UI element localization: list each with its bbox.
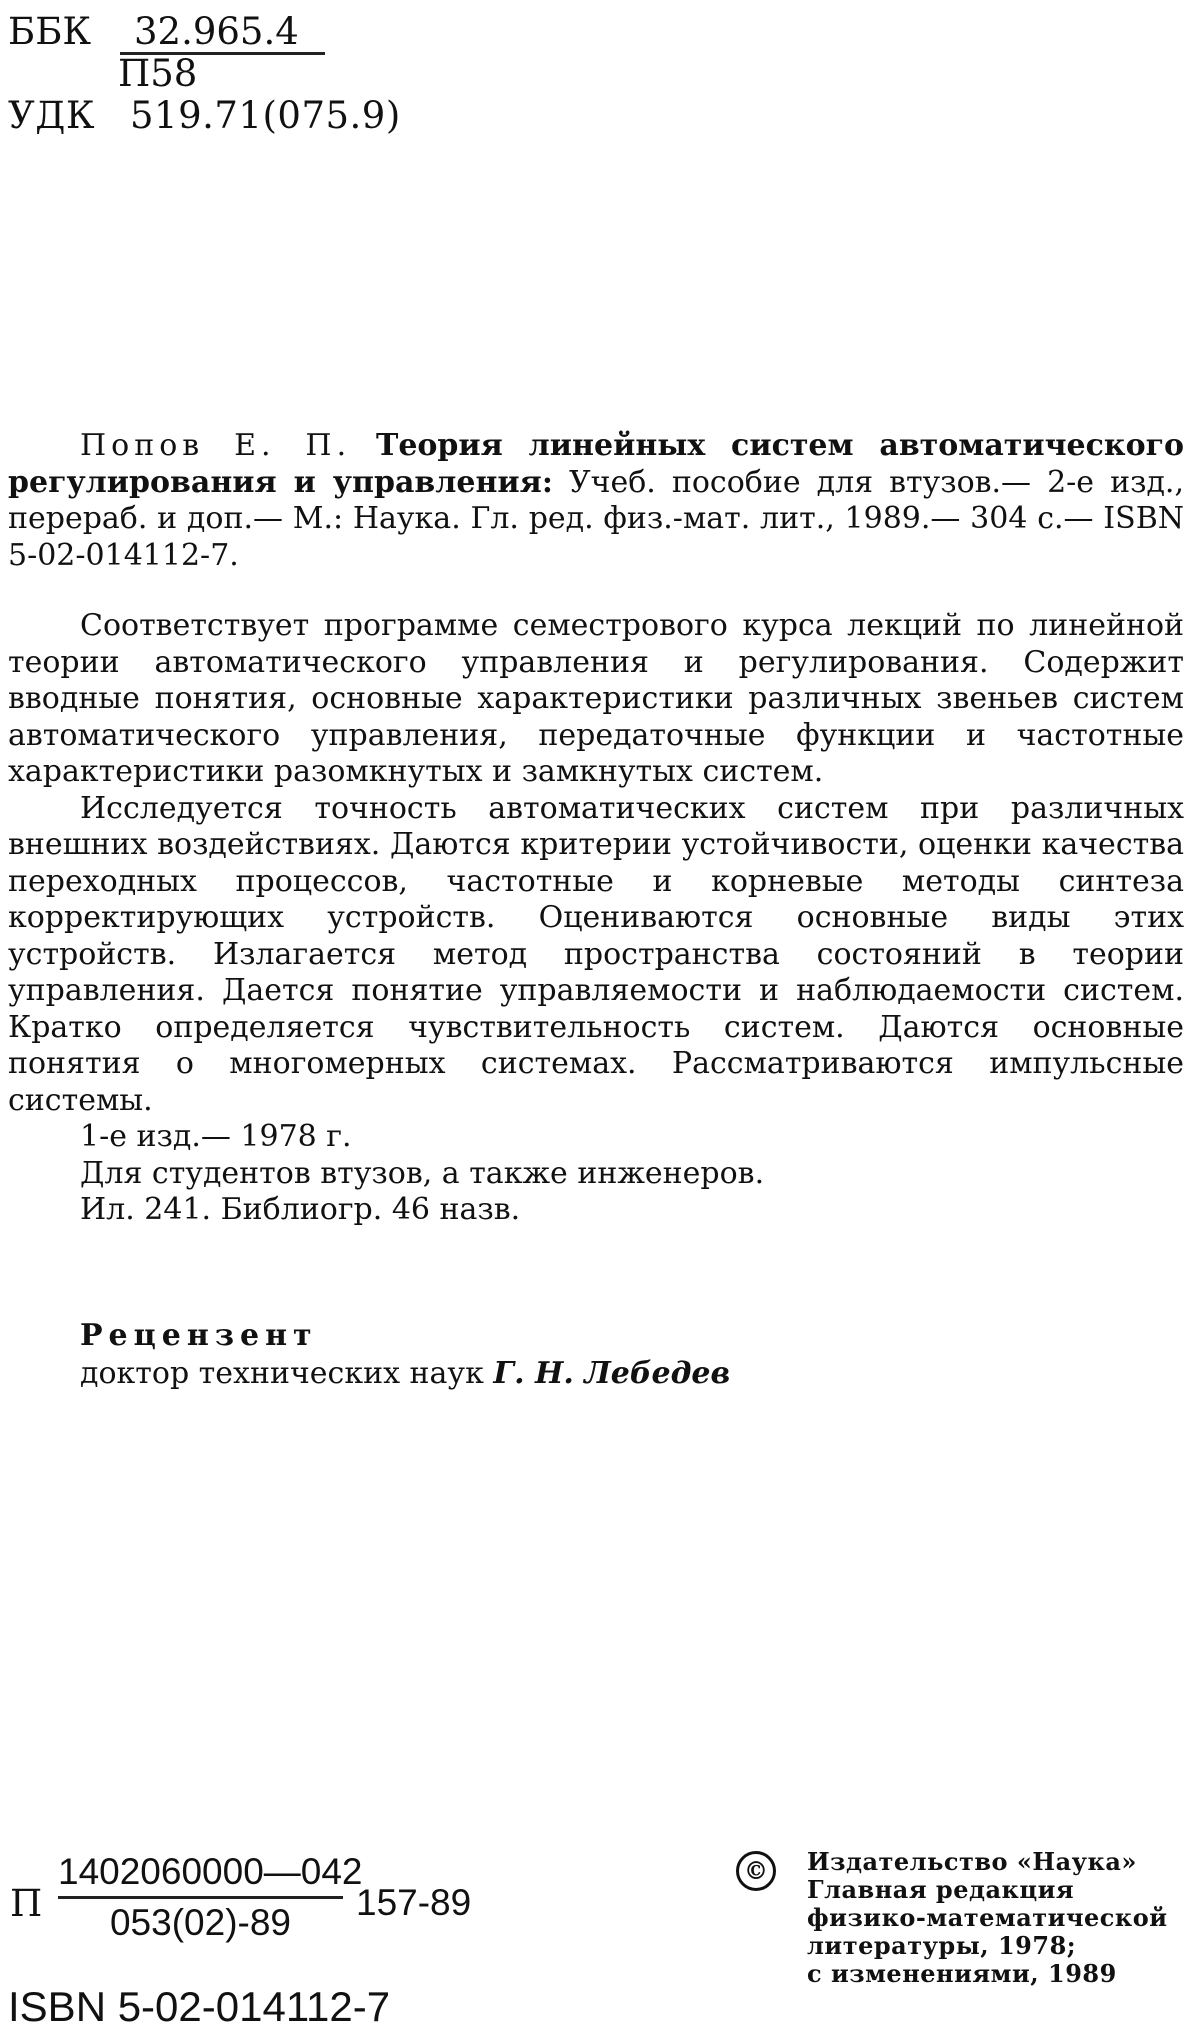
copyright-line: Главная редакция	[807, 1875, 1075, 1904]
bbk-code: 32.965.4	[120, 12, 325, 55]
annotation-paragraph: Исследуется точность автоматических систем при различных внешних воздействиях. Даются критерии устойчивости, оценки качества переходных процессов, частотные и корневые методы синтеза корректирующих устройств. Оцениваются основные виды этих устройств. Излагается метод пространства состояний в теории управления. Дается понятие управляемости и наблюдаемости систем. Кратко определяется чувствительность систем. Даются основные понятия о многомерных системах. Рассматриваются импульсные системы.	[8, 790, 1184, 1118]
copyright-line: Издательство «Наука»	[807, 1847, 1137, 1876]
udk-code: 519.71(075.9)	[130, 94, 401, 137]
annotation-paragraph: Соответствует программе семестрового курса лекций по линейной теории автоматического управления и регулирования. Содержит вводные понятия, основные характеристики различных звеньев систем автоматического управления, передаточные функции и частотные характеристики разомкнутых и замкнутых систем.	[8, 608, 1184, 789]
publication-code-denominator: 053(02)-89	[109, 1902, 291, 1943]
book-title: Теория линейных систем автоматического регулирования и управления:	[8, 428, 1184, 500]
reviewer-prefix: доктор технических наук	[80, 1356, 484, 1391]
book-details: Учеб. пособие для втузов.— 2-е изд., перераб. и доп.— М.: Наука. Гл. ред. физ.-мат. лит., 1989.— 304 с.— ISBN 5-02-014112-7.	[8, 464, 1184, 573]
reviewer-line	[80, 1355, 730, 1393]
bibliographic-record	[8, 428, 1184, 574]
svg-text:©: ©	[744, 1856, 768, 1885]
publication-code-suffix: 157-89	[356, 1882, 472, 1923]
bbk-classification	[8, 10, 325, 55]
reviewer-name: Г. Н. Лебедев	[493, 1356, 731, 1391]
udk-classification	[8, 94, 401, 138]
isbn: ISBN 5-02-014112-7	[8, 1983, 391, 2030]
bbk-label: ББК	[8, 10, 92, 53]
copyright-line: с изменениями, 1989	[807, 1959, 1117, 1988]
publication-code-numerator: 1402060000—042	[58, 1850, 343, 1899]
illustrations-note: Ил. 241. Библиогр. 46 назв.	[80, 1192, 521, 1227]
publication-code-letter: П	[10, 1882, 43, 1925]
reviewer-block	[80, 1317, 730, 1393]
author-mark: П58	[118, 52, 198, 95]
book-author: Попов Е. П.	[80, 428, 352, 463]
reviewer-label: Рецензент	[80, 1318, 318, 1353]
publication-code-fraction	[58, 1850, 363, 1947]
copyright-icon	[735, 1850, 777, 1892]
annotation	[8, 608, 1184, 1229]
copyright-line: физико-математической	[807, 1903, 1168, 1932]
copyright-text	[807, 1848, 1168, 1988]
copyright-line: литературы, 1978;	[807, 1931, 1077, 1960]
audience-note: Для студентов втузов, а также инженеров.	[80, 1155, 765, 1191]
first-edition-note: 1-е изд.— 1978 г.	[80, 1119, 352, 1154]
udk-label: УДК	[8, 94, 95, 137]
